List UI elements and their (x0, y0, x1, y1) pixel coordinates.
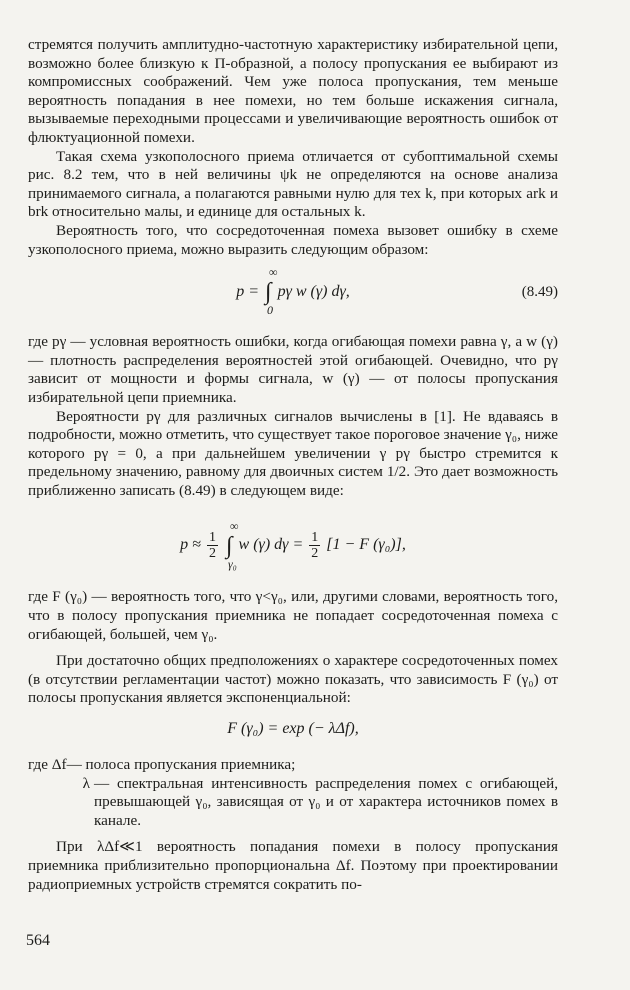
fraction-denominator: 2 (311, 546, 319, 562)
formula-lhs: p ≈ (180, 536, 205, 554)
paragraph: Вероятность того, что сосредоточенная помеха вызовет ошибку в схеме узкополосного приема, можно выразить следующим образом: (28, 221, 558, 258)
legend-symbol: где Δf (28, 756, 67, 774)
fraction (309, 530, 320, 561)
paragraph: Такая схема узкополосного приема отличается от субоптимальной схемы рис. 8.2 тем, что в ней величины ψk не определяются на основе анализа принимаемого сигнала, а полагаются равными нулю для тех k, при которых ark и brk относительно малы, и единице для остальных k. (28, 147, 558, 221)
integral-upper-limit: ∞ (229, 518, 239, 533)
formula-text: F (γ₀) = exp (− λΔf), (227, 720, 359, 738)
symbol-legend (28, 756, 558, 830)
legend-row (28, 775, 558, 831)
integral-sign: ∫ ∞ γ₀ (226, 537, 233, 556)
integral-upper-limit: ∞ (268, 265, 278, 280)
paragraph: стремятся получить амплитудно-частотную характеристику избирательной цепи, возможно более близкую к П-образной, а полосу пропускания ее выбирают из компромиссных соображений. Чем уже полоса пропускания, тем меньше вероятность попадания в нее помехи, но тем больше искажения сигнала, вызываемые переходными процессами и увеличивающие вероятность ошибок от флюктуационной помехи. (28, 36, 558, 146)
paragraph: где F (γ₀) — вероятность того, что γ<γ₀, или, другими словами, вероятность того, что в полосу пропускания приемника не попадает сосредоточенная помеха с огибающей, большей, чем γ₀. (28, 588, 558, 643)
fraction-numerator: 1 (311, 530, 319, 546)
paragraph: При достаточно общих предположениях о характере сосредоточенных помех (в отсутствии регламентации частот) можно показать, что зависимость F (γ₀) от полосы пропускания является экспоненциальной: (28, 652, 558, 707)
formula-approx (28, 506, 558, 584)
formula-middle: w (γ) dγ = (238, 536, 308, 554)
paragraph: При λΔf≪1 вероятность попадания помехи в полосу пропускания приемника приблизительно пропорциональна Δf. Поэтому при проектировании радиоприемных устройств стремятся сократить по- (28, 838, 558, 893)
formula-lhs: p = (236, 283, 263, 301)
formula-8-49 (28, 265, 558, 329)
formula-exponential (28, 714, 558, 750)
fraction (207, 530, 218, 561)
legend-row (28, 756, 558, 775)
fraction-denominator: 2 (208, 546, 216, 562)
fraction-numerator: 1 (208, 530, 216, 546)
legend-symbol: λ (82, 774, 90, 792)
formula-rhs: pγ w (γ) dγ, (277, 283, 350, 301)
integral-lower-limit: γ₀ (227, 556, 237, 571)
page-body (28, 36, 558, 894)
formula-rhs: [1 − F (γ₀)], (326, 536, 406, 554)
page-number: 564 (26, 932, 50, 949)
legend-text: — спектральная интенсивность распределения помех с огибающей, превышающей γ₀, зависящая от γ₀ и от характера источников помех в канале. (94, 774, 558, 829)
paragraph: Вероятности pγ для различных сигналов вычислены в [1]. Не вдаваясь в подробности, можно отметить, что существует такое пороговое значение γ₀, ниже которого pγ = 0, а при дальнейшем увеличении γ pγ быстро стремится к предельному значению, равному для двоичных систем 1/2. Это дает возможность приближенно записать (8.49) в следующем виде: (28, 407, 558, 499)
integral-sign: ∫ ∞ 0 (265, 283, 272, 302)
paragraph: где pγ — условная вероятность ошибки, когда огибающая помехи равна γ, а w (γ) — плотность распределения вероятностей этой огибающей. Очевидно, что pγ зависит от мощности и формы сигнала, w (γ) — от полосы пропускания избирательной цепи приемника. (28, 333, 558, 406)
integral-lower-limit: 0 (266, 303, 273, 318)
equation-number: (8.49) (521, 284, 558, 301)
legend-text: — полоса пропускания приемника; (66, 756, 296, 774)
